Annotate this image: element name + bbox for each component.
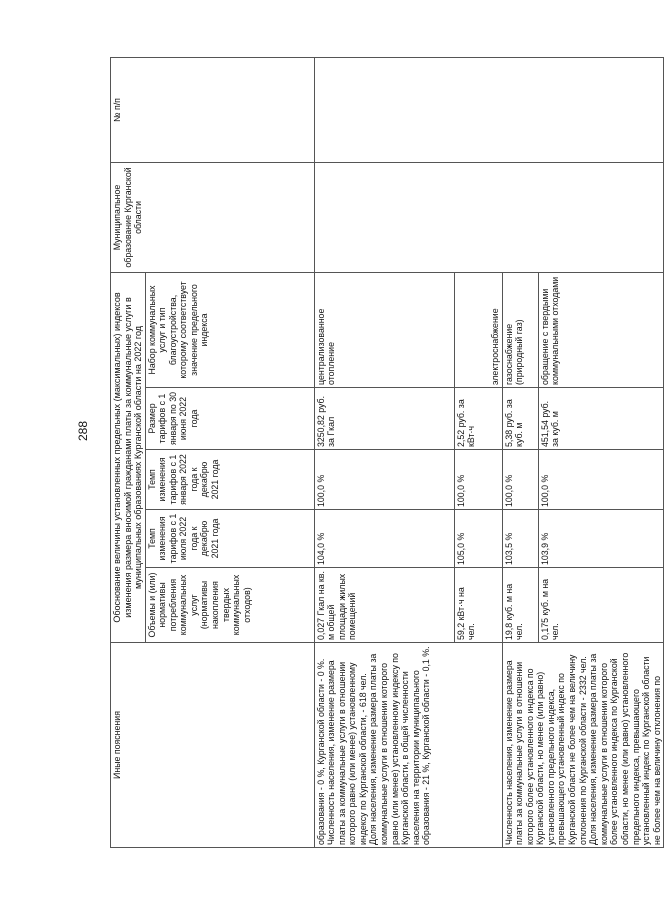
- row-4-service: обращение с твердыми коммунальными отходами: [538, 272, 664, 387]
- notes-block-2: Численность населения, изменение размера платы за коммунальные услуги в отношении которого более установленного индекса по Курганской области, но менее (или равно) установленного предельного индекса, превышающего установленный индекс по Курганской области не более чем на величину отклонения по Курганской области - 2332 чел. Доля населения, изменение размера платы за коммунальные услуги в отношении которого более установленного индекса по Курганской области, но менее (или равно) установленного предельного индекса, превышающего установленный индекс по Курганской области не более чем на величину отклонения по: [502, 643, 664, 848]
- row-1-change-jul: 104,0 %: [314, 510, 454, 568]
- row-3-tariff: 5,38 руб. за куб. м: [502, 388, 538, 450]
- row-2-change-jul: 105,0 %: [454, 510, 502, 568]
- row-3-service: газоснабжение (природный газ): [502, 272, 538, 387]
- page-number: 288: [76, 420, 90, 441]
- row-1-service: централизованное отопление: [314, 272, 454, 387]
- num-cell: [314, 57, 664, 162]
- table-title: Обоснование величины установленных предельных (максимальных) индексов изменения размера вносимой гражданами платы за коммунальные услуги в муниципальных образованиях Курганской области на 2022 год: [111, 272, 146, 642]
- header-tariff-change-jan: Темп изменения тарифов с 1 января 2022 года к декабрю 2021 года: [145, 450, 314, 510]
- row-4-change-jul: 103,9 %: [538, 510, 664, 568]
- row-4-tariff: 451,54 руб. за куб. м: [538, 388, 664, 450]
- row-4-change-jan: 100,0 %: [538, 450, 664, 510]
- header-municipality: Муниципальное образование Курганской области: [111, 162, 315, 272]
- row-3-change-jul: 103,5 %: [502, 510, 538, 568]
- row-2-volume: 59,2 кВт·ч на чел.: [454, 568, 502, 643]
- header-notes: Иные пояснения: [111, 643, 315, 848]
- row-1-change-jan: 100,0 %: [314, 450, 454, 510]
- row-3-change-jan: 100,0 %: [502, 450, 538, 510]
- notes-block-1: образования - 0 %, Курганской области - 0 %. Численность населения, изменение размера платы за коммунальные услуги в отношении которого равно (или менее) установленному индексу по Курганской области, - 618 чел. Доля населения, изменение размера платы за коммунальные услуги в отношении которого равно (или менее) установленному индексу по Курганской области, в общей численности населения на территории муниципального образования - 21 %, Курганской области - 0,1 %.: [314, 643, 502, 848]
- row-1-tariff: 3250,82 руб. за Гкал: [314, 388, 454, 450]
- header-tariff-size: Размер тарифов с 1 января по 30 июня 2022 года: [145, 388, 314, 450]
- row-2-change-jan: 100,0 %: [454, 450, 502, 510]
- row-2-service: электроснабжение: [454, 272, 502, 387]
- row-2-tariff: 2,52 руб. за кВт·ч: [454, 388, 502, 450]
- header-volumes: Объемы и (или) нормативы потребления коммунальных услуг (нормативы накопления твердых коммунальных отходов): [145, 568, 314, 643]
- index-justification-table: [110, 57, 664, 848]
- row-3-volume: 19,8 куб. м на чел.: [502, 568, 538, 643]
- municipality-cell: [314, 162, 664, 272]
- row-1-volume: 0,027 Гкал на кв. м общей площади жилых помещений: [314, 568, 454, 643]
- header-services: Набор коммунальных услуг и тип благоустройства, которому соответствует значение предельного индекса: [145, 272, 314, 387]
- header-num: № п/п: [111, 57, 315, 162]
- header-tariff-change-jul: Темп изменения тарифов с 1 июля 2022 года к декабрю 2021 года: [145, 510, 314, 568]
- row-4-volume: 0,175 куб. м на чел.: [538, 568, 664, 643]
- rotated-page-content: [110, 58, 662, 848]
